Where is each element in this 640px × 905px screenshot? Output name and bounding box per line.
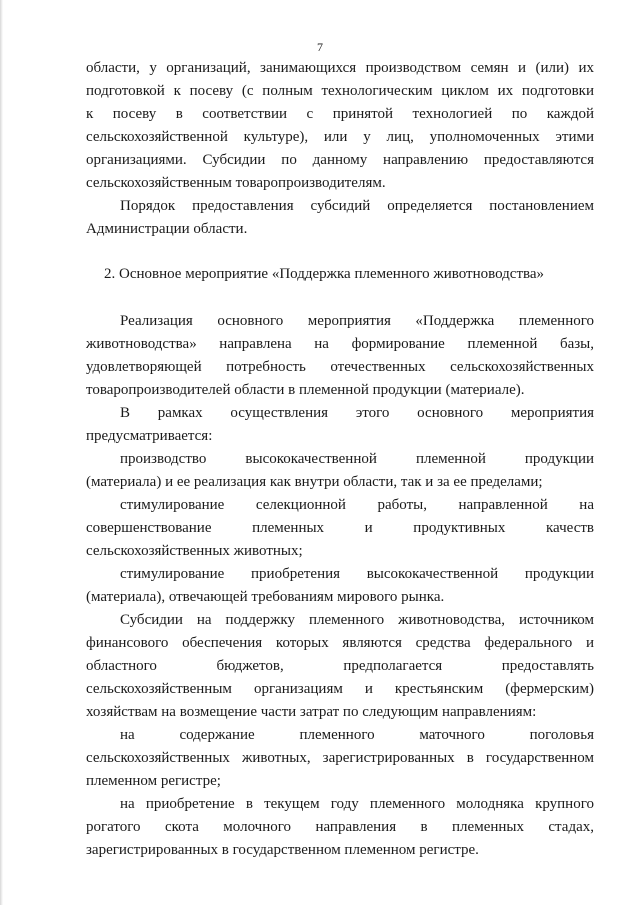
heading-text: 2. Основное мероприятие «Поддержка племенного животноводства»: [104, 266, 545, 282]
text-line: сельскохозяйственным организациям и крестьянским (фермерским): [86, 681, 594, 697]
text-line: племенном регистре;: [86, 773, 221, 789]
text-line: Порядок предоставления субсидий определяется постановлением: [120, 198, 594, 214]
page-number: 7: [317, 40, 323, 54]
text-line: товаропроизводителей области в племенной продукции (материале).: [86, 382, 525, 398]
paragraph-procedure: [86, 195, 594, 241]
text-line: подготовкой к посеву (с полным технологическим циклом их подготовки: [86, 83, 594, 99]
section-heading: [86, 263, 594, 286]
paragraph-production: [86, 448, 594, 494]
text-line: на приобретение в текущем году племенного молодняка крупного: [120, 796, 594, 812]
text-line: стимулирование селекционной работы, направленной на: [120, 497, 594, 513]
text-line: сельскохозяйственным товаропроизводителям.: [86, 175, 386, 191]
text-line: зарегистрированных в государственном племенном регистре.: [86, 842, 479, 858]
text-line: В рамках осуществления этого основного мероприятия: [120, 405, 594, 421]
text-line: на содержание племенного маточного поголовья: [120, 727, 594, 743]
paragraph-subsidies: [86, 609, 594, 724]
text-line: удовлетворяющей потребность отечественных сельскохозяйственных: [86, 359, 594, 375]
text-line: к посеву в соответствии с принятой технологией по каждой: [86, 106, 594, 122]
paragraph-selection: [86, 494, 594, 563]
scan-edge: [0, 0, 3, 905]
text-line: животноводства» направлена на формирование племенной базы,: [86, 336, 594, 352]
text-line: Администрации области.: [86, 221, 248, 237]
text-line: предусматривается:: [86, 428, 213, 444]
text-line: сельскохозяйственной культуре), или у лиц, уполномоченных этими: [86, 129, 594, 145]
text-line: хозяйствам на возмещение части затрат по следующим направлениям:: [86, 704, 537, 720]
text-line: организациями. Субсидии по данному направлению предоставляются: [86, 152, 594, 168]
text-line: сельскохозяйственных животных;: [86, 543, 303, 559]
text-line: рогатого скота молочного направления в племенных стадах,: [86, 819, 594, 835]
paragraph-acquisition: [86, 563, 594, 609]
text-line: финансового обеспечения которых являются средства федерального и: [86, 635, 594, 651]
text-line: сельскохозяйственных животных, зарегистрированных в государственном: [86, 750, 594, 766]
text-line: областного бюджетов, предполагается предоставлять: [86, 658, 594, 674]
text-line: области, у организаций, занимающихся производством семян и (или) их: [86, 60, 594, 76]
text-line: Реализация основного мероприятия «Поддержка племенного: [120, 313, 594, 329]
paragraph-continuation: [86, 57, 594, 195]
paragraph-framework: [86, 402, 594, 448]
text-line: Субсидии на поддержку племенного животноводства, источником: [120, 612, 594, 628]
text-line: стимулирование приобретения высококачественной продукции: [120, 566, 594, 582]
text-line: (материала), отвечающей требованиям мирового рынка.: [86, 589, 445, 605]
text-line: (материала) и ее реализация как внутри области, так и за ее пределами;: [86, 474, 543, 490]
paragraph-maintenance: [86, 724, 594, 793]
text-line: совершенствование племенных и продуктивных качеств: [86, 520, 594, 536]
paragraph-implementation: [86, 310, 594, 402]
paragraph-purchase: [86, 793, 594, 862]
text-line: производство высококачественной племенной продукции: [120, 451, 594, 467]
